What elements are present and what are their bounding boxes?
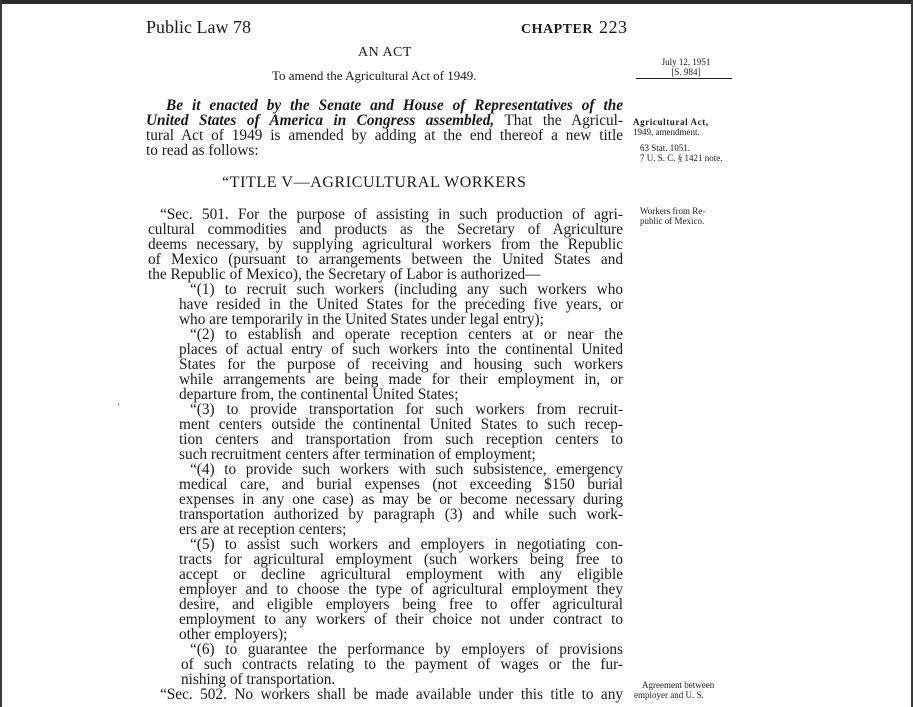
body-line: employer and to choose the type of agricultural employment they	[179, 581, 623, 598]
body-line: medical care, and burial expenses (not exceeding $150 burial	[179, 476, 623, 493]
sidenote-agri-line2: 1949, amendment.	[633, 126, 700, 137]
body-line: ment centers outside the continental United States to such recep-	[179, 416, 623, 433]
body-line: of Mexico (pursuant to arrangements between the United States and	[148, 251, 623, 268]
sidenote-agreement-line2: employer and U. S.	[634, 689, 704, 700]
body-line: “(5) to assist such workers and employers in negotiating con-	[190, 536, 623, 553]
body-line: accept or decline agricultural employment with any eligible	[179, 566, 623, 583]
sidenote-date	[656, 57, 716, 77]
body-line: employment to any workers of their choice not under contract to	[179, 611, 623, 628]
body-line: cultural commodities and products as the Secretary of Agriculture	[148, 221, 623, 238]
title-v-heading: “TITLE V—AGRICULTURAL WORKERS	[222, 174, 527, 191]
body-line: “(1) to recruit such workers (including any such workers who	[190, 281, 623, 298]
sidenote-agreement	[634, 681, 714, 700]
sidenote-rule	[636, 78, 732, 79]
body-line: while arrangements are being made for their employment in, or	[179, 371, 623, 388]
public-law-header: Public Law 78	[146, 17, 251, 37]
body-line: transportation authorized by paragraph (3) and while such work-	[179, 506, 623, 523]
body-line: departure from, the continental United States;	[179, 386, 459, 403]
sidenote-agricultural-act	[633, 118, 709, 137]
body-line: “Sec. 502. No workers shall be made available under this title to any	[160, 686, 623, 703]
body-line: such recruitment centers after termination of employment;	[179, 446, 536, 463]
body-line: “(4) to provide such workers with such subsistence, emergency	[190, 461, 623, 478]
sidenote-stat-line2: 7 U. S. C. § 1421 note.	[640, 152, 723, 163]
body-line: expenses in any one case) as may be or become necessary during	[179, 491, 623, 508]
body-line: tracts for agricultural employment (such workers being free to	[179, 551, 623, 568]
enacting-line-2-italic: United States of America in Congress assembled,	[146, 112, 495, 129]
body-line: desire, and eligible employers being free to offer agricultural	[179, 596, 623, 613]
body-line: of such contracts relating to the payment of wages or the fur-	[181, 656, 623, 673]
act-subtitle: To amend the Agricultural Act of 1949.	[272, 68, 477, 83]
window-left-border	[0, 0, 2, 707]
enacting-line-4: to read as follows:	[146, 142, 259, 159]
body-line: nishing of transportation.	[181, 671, 336, 688]
an-act-heading: AN ACT	[358, 45, 412, 60]
chapter-number: 223	[598, 17, 628, 37]
enacting-line-2-rest: That the Agricul-	[494, 112, 623, 129]
body-line: places of actual entry of such workers into the continental United	[179, 341, 623, 358]
body-line: tion centers and transportation from such reception centers to	[179, 431, 623, 448]
body-line: other employers);	[179, 626, 288, 643]
body-line: States for the purpose of receiving and housing such workers	[179, 356, 623, 373]
chapter-label: CHAPTER	[521, 22, 593, 37]
sidenote-agri-line1: Agricultural Act,	[633, 117, 709, 127]
body-line: “(2) to establish and operate reception centers at or near the	[190, 326, 623, 343]
enacting-line-2	[146, 113, 623, 128]
body-line: have resided in the United States for the preceding five years, or	[179, 296, 623, 313]
sidenote-stat-line1: 63 Stat. 1051.	[640, 143, 691, 153]
body-line: the Republic of Mexico), the Secretary of Labor is authorized—	[148, 266, 541, 283]
sidenote-statute	[640, 144, 723, 163]
sidenote-workers-line2: public of Mexico.	[640, 215, 705, 226]
enacting-line-3: tural Act of 1949 is amended by adding at the end thereof a new title	[146, 127, 623, 144]
body-line: “Sec. 501. For the purpose of assisting in such production of agri-	[160, 206, 623, 223]
enacting-line-1: Be it enacted by the Senate and House of Representatives of the	[166, 97, 623, 114]
scan-artifact-mark: ‘	[117, 402, 121, 413]
chapter-header	[521, 17, 627, 38]
sidenote-workers-mexico	[640, 207, 705, 226]
body-line: ers are at reception centers;	[179, 521, 347, 538]
sidenote-agreement-line1: Agreement between	[642, 680, 715, 690]
body-line: “(3) to provide transportation for such workers from recruit-	[190, 401, 623, 418]
body-line: deems necessary, by supplying agricultural workers from the Republic	[148, 236, 623, 253]
body-line: who are temporarily in the United States under legal entry);	[179, 311, 544, 328]
window-top-border	[0, 0, 913, 4]
sidenote-date-line2: [S. 984]	[671, 67, 701, 77]
sidenote-date-line1: July 12, 1951	[661, 57, 711, 67]
sidenote-workers-line1: Workers from Re-	[640, 206, 706, 216]
body-line: “(6) to guarantee the performance by employers of provisions	[190, 641, 623, 658]
